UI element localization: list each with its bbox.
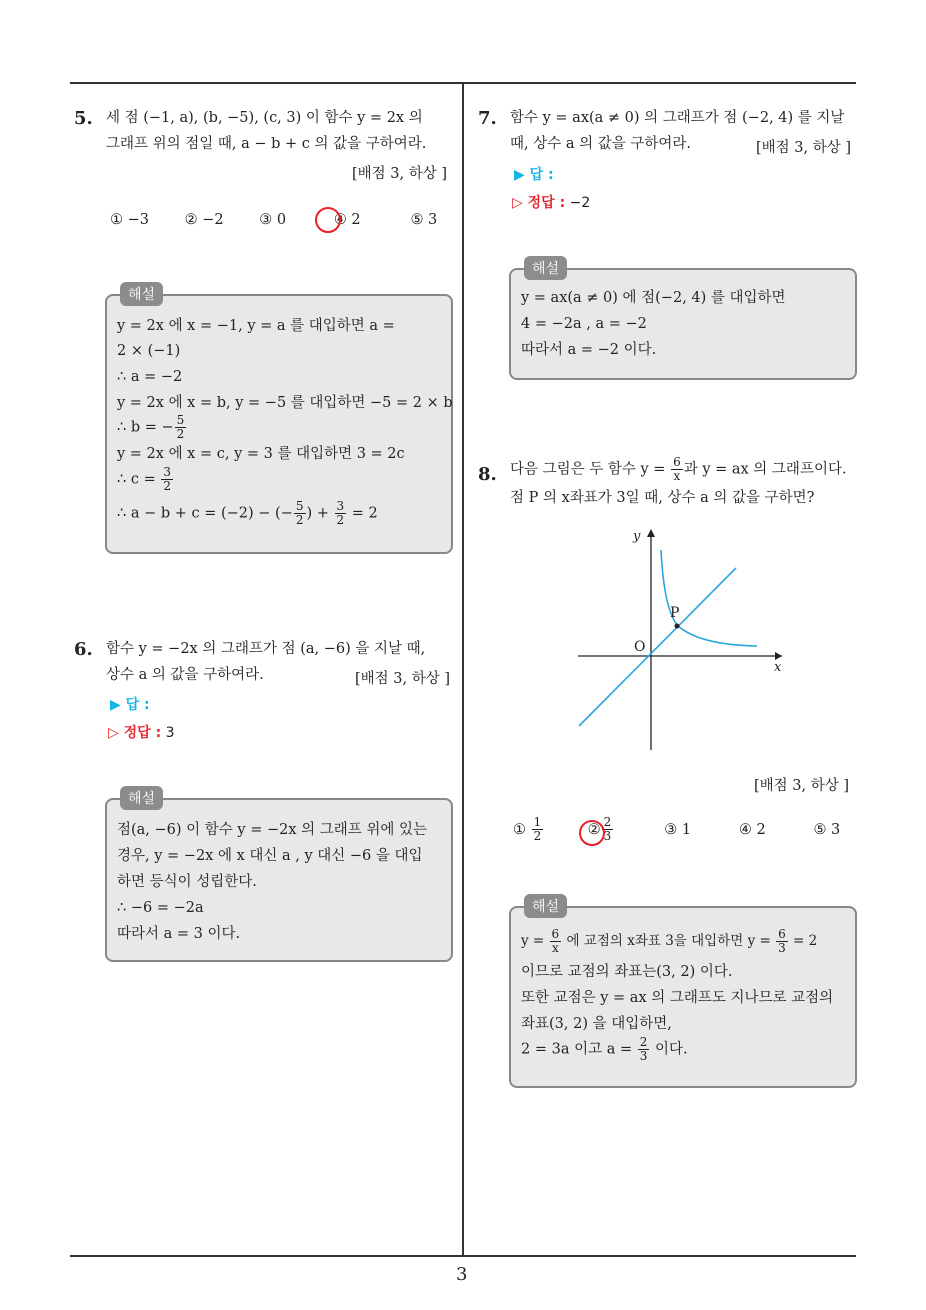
explanation-line: ∴ a − b + c = (−2) − (− $\frac{5}{2}$ ) + $\frac{3}{2}$ = 2 <box>117 499 378 527</box>
score-label: [배점 3, 하상 ] <box>756 140 852 156</box>
score-label: [배점 3, 하상 ] <box>355 671 451 687</box>
question-text: 함수 y = ax(a ≠ 0) 의 그래프가 점 (−2, 4) 를 지날 <box>510 110 845 126</box>
explanation-line: 하면 등식이 성립한다. <box>117 874 257 890</box>
explanation-line: 좌표(3, 2) 을 대입하면, <box>521 1016 672 1032</box>
fraction: $\frac{5}{2}$ <box>295 499 304 527</box>
explanation-line: 따라서 a = −2 이다. <box>521 342 657 358</box>
explanation-line: 또한 교점은 y = ax 의 그래프도 지나므로 교점의 <box>521 990 834 1006</box>
choice-1[interactable]: ① −3 <box>110 212 149 228</box>
choice-2[interactable]: ② $\frac{2}{3}$ <box>587 815 612 843</box>
fraction: $\frac{1}{2}$ <box>533 815 542 843</box>
question-text: 때, 상수 a 의 값을 구하여라. <box>510 136 691 152</box>
point-p <box>675 624 680 629</box>
explanation-line: 경우, y = −2x 에 x 대신 a , y 대신 −6 을 대입 <box>117 848 423 864</box>
fraction: $\frac{5}{2}$ <box>176 413 185 441</box>
choice-4[interactable]: ④ 2 <box>738 821 766 838</box>
fraction: $\frac{2}{3}$ <box>639 1035 648 1063</box>
x-axis-arrow <box>775 652 782 660</box>
correct-answer: ▷ 정답 : −2 <box>512 195 591 211</box>
question-text: 다음 그림은 두 함수 y = $\frac{6}{x}$ 과 y = ax 의 그래프이다. <box>510 455 847 483</box>
score-label: [배점 3, 하상 ] <box>754 778 850 794</box>
column-divider <box>462 82 464 1256</box>
selected-answer-mark <box>579 820 605 846</box>
explanation-line: 점(a, −6) 이 함수 y = −2x 의 그래프 위에 있는 <box>117 822 428 838</box>
origin-label: O <box>634 639 646 655</box>
line-y-ax <box>579 568 736 726</box>
fraction: $\frac{6}{x}$ <box>551 927 560 955</box>
question-number: 5. <box>74 108 93 129</box>
page-number: 3 <box>456 1264 468 1285</box>
explanation-line: ∴ −6 = −2a <box>117 900 204 916</box>
explanation-line: ∴ c = $\frac{3}{2}$ <box>117 465 171 493</box>
choice-3[interactable]: ③ 1 <box>664 821 692 838</box>
explanation-line: ∴ a = −2 <box>117 369 183 385</box>
fraction: $\frac{2}{3}$ <box>603 815 612 843</box>
choice-3[interactable]: ③ 0 <box>259 212 287 228</box>
y-axis-arrow <box>647 529 655 537</box>
x-axis-label: x <box>774 660 782 675</box>
y-axis-label: y <box>633 529 641 544</box>
explanation-line: y = ax(a ≠ 0) 에 점(−2, 4) 를 대입하면 <box>521 290 786 306</box>
question-text: 점 P 의 x좌표가 3일 때, 상수 a 의 값을 구하면? <box>510 490 815 506</box>
explanation-line: y = 2x 에 x = −1, y = a 를 대입하면 a = <box>117 318 395 334</box>
score-label: [배점 3, 하상 ] <box>352 166 448 182</box>
choice-2[interactable]: ② −2 <box>184 212 224 228</box>
fraction: $\frac{3}{2}$ <box>336 499 345 527</box>
choice-1[interactable]: ① $\frac{1}{2}$ <box>513 815 542 843</box>
choice-list <box>513 816 853 843</box>
selected-answer-mark <box>315 207 341 233</box>
choice-5[interactable]: ⑤ 3 <box>410 212 438 228</box>
question-text: 세 점 (−1, a), (b, −5), (c, 3) 이 함수 y = 2x 의 <box>106 110 423 126</box>
fraction: $\frac{6}{x}$ <box>673 455 681 483</box>
question-text: 상수 a 의 값을 구하여라. <box>106 667 264 683</box>
question-number: 7. <box>478 108 497 129</box>
answer-label: ▶ 답 : <box>110 697 150 713</box>
explanation-line: 2 = 3a 이고 a = $\frac{2}{3}$ 이다. <box>521 1035 688 1063</box>
explanation-line: 2 × (−1) <box>117 343 181 359</box>
choice-list <box>110 212 450 228</box>
explanation-tag: 해설 <box>524 894 567 918</box>
explanation-line: y = $\frac{6}{x}$ 에 교점의 x좌표 3을 대입하면 y = $\frac{6}{3}$ = 2 <box>521 927 818 955</box>
function-graph <box>570 525 790 755</box>
point-p-label: P <box>670 605 680 621</box>
fraction: $\frac{3}{2}$ <box>163 465 171 493</box>
question-number: 6. <box>74 639 93 660</box>
explanation-tag: 해설 <box>524 256 567 280</box>
fraction: $\frac{6}{3}$ <box>778 927 786 955</box>
choice-5[interactable]: ⑤ 3 <box>813 821 841 838</box>
question-text: 그래프 위의 점일 때, a − b + c 의 값을 구하여라. <box>106 136 427 152</box>
explanation-line: 이므로 교점의 좌표는(3, 2) 이다. <box>521 964 733 980</box>
explanation-line: 4 = −2a , a = −2 <box>521 316 647 332</box>
question-text: 함수 y = −2x 의 그래프가 점 (a, −6) 을 지날 때, <box>106 641 426 657</box>
explanation-line: y = 2x 에 x = b, y = −5 를 대입하면 −5 = 2 × b <box>117 395 453 411</box>
correct-answer: ▷ 정답 : 3 <box>108 725 175 741</box>
question-number: 8. <box>478 464 497 485</box>
answer-label: ▶ 답 : <box>514 167 554 183</box>
explanation-line: 따라서 a = 3 이다. <box>117 926 241 942</box>
explanation-tag: 해설 <box>120 282 163 306</box>
choice-4[interactable]: ④ 2 <box>333 212 361 228</box>
explanation-tag: 해설 <box>120 786 163 810</box>
explanation-line: y = 2x 에 x = c, y = 3 를 대입하면 3 = 2c <box>117 446 405 462</box>
curve-y-6-over-x <box>661 550 757 646</box>
explanation-line: ∴ b = − $\frac{5}{2}$ <box>117 413 185 441</box>
